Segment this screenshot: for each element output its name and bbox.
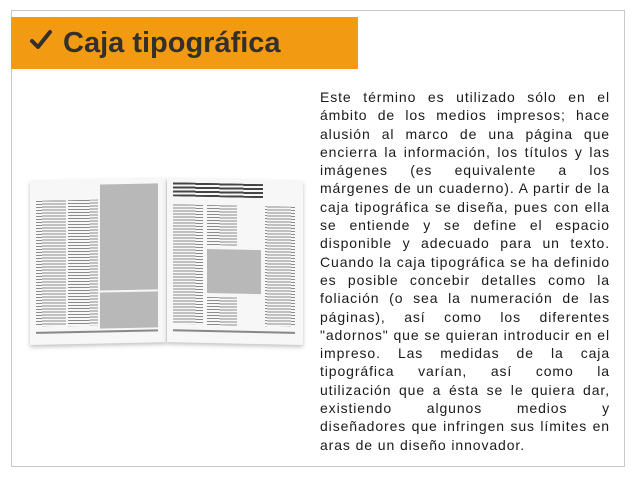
magazine-spread-illustration bbox=[30, 181, 304, 345]
body-paragraph: Este término es utilizado sólo en el ámbito de los medios impresos; hace alusión al marco de una página que encierra la información, los títulos y las imágenes (es equivalente a los márgenes de un cuaderno). A partir de la caja tipográfica se diseña, pues con ella se entiende y se define el espacio disponible y adecuado para un texto. Cuando la caja tipográfica se ha definido es posible concebir detalles como la foliación (o sea la numeración de las páginas), así como los diferentes "adornos" que se quieran introducir en el impreso. Las medidas de la caja tipográfica varían, así como la utilización que a ésta se le quiera dar, existiendo algunos medios y diseñadores que infringen sus límites en aras de un diseño innovador. bbox=[320, 89, 610, 453]
article-heading bbox=[173, 182, 263, 198]
text-column bbox=[36, 200, 66, 327]
footer-rule bbox=[173, 329, 295, 334]
text-column bbox=[173, 204, 203, 325]
title-text: Caja tipográfica bbox=[63, 27, 281, 59]
right-page bbox=[167, 178, 303, 345]
footer-rule bbox=[36, 329, 158, 334]
left-page bbox=[30, 178, 166, 345]
image-placeholder bbox=[100, 291, 158, 328]
text-column bbox=[207, 297, 237, 326]
slide-title bbox=[29, 24, 281, 62]
image-placeholder bbox=[207, 249, 261, 294]
title-bar bbox=[11, 17, 358, 69]
text-column bbox=[265, 206, 295, 327]
text-column bbox=[207, 205, 237, 246]
text-column bbox=[68, 200, 98, 327]
image-placeholder bbox=[100, 183, 158, 290]
check-icon bbox=[29, 24, 53, 62]
